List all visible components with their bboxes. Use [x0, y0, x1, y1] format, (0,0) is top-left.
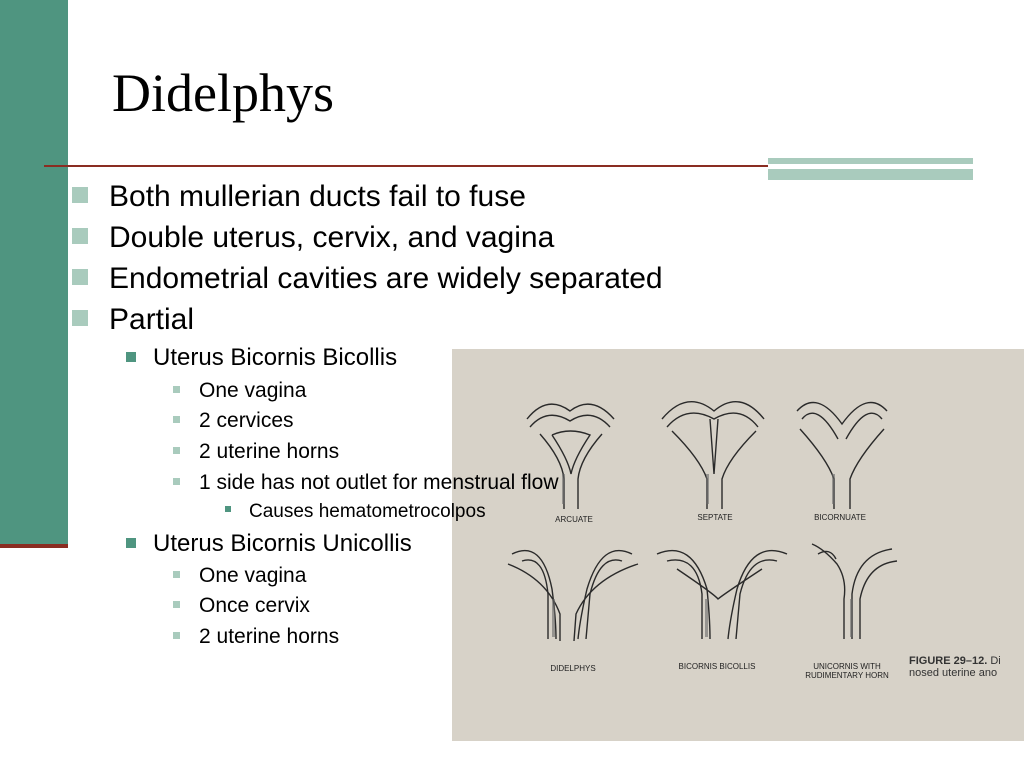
bullet-item: Double uterus, cervix, and vagina — [72, 221, 554, 255]
uterus-diagrams — [452, 349, 1024, 741]
figure-label: BICORNIS BICOLLIS — [678, 662, 756, 671]
square-bullet-icon — [72, 228, 88, 244]
sub-sub-bullet-item: Once cervix — [173, 594, 310, 618]
square-bullet-icon — [126, 352, 136, 362]
sub-sub-bullet-item: 2 cervices — [173, 409, 294, 433]
figure-label: ARCUATE — [555, 515, 593, 524]
square-bullet-icon — [72, 187, 88, 203]
uterine-anomalies-figure — [452, 349, 1024, 741]
didelphys-diagram — [508, 551, 638, 641]
left-accent-band — [0, 0, 68, 548]
septate-diagram — [662, 402, 764, 509]
square-bullet-icon — [173, 601, 180, 608]
figure-label: BICORNUATE — [814, 513, 866, 522]
figure-label: UNICORNIS WITH RUDIMENTARY HORN — [805, 662, 889, 680]
square-bullet-icon — [225, 506, 231, 512]
detail-bullet-item: Causes hematometrocolpos — [225, 501, 486, 523]
sub-sub-bullet-item: 2 uterine horns — [173, 625, 339, 649]
square-bullet-icon — [173, 571, 180, 578]
bullet-item: Both mullerian ducts fail to fuse — [72, 180, 526, 214]
left-accent-rule — [0, 544, 68, 548]
square-bullet-icon — [72, 269, 88, 285]
bicornis-bicollis-diagram — [657, 551, 787, 639]
slide-title: Didelphys — [112, 63, 334, 123]
sub-bullet-item: Uterus Bicornis Unicollis — [126, 530, 412, 558]
title-accent-box — [768, 158, 973, 180]
sub-sub-bullet-item: 2 uterine horns — [173, 440, 339, 464]
sub-sub-bullet-item: One vagina — [173, 564, 306, 588]
square-bullet-icon — [173, 447, 180, 454]
bullet-item: Partial — [72, 303, 194, 337]
figure-caption: FIGURE 29–12. Di nosed uterine ano — [909, 655, 1001, 680]
square-bullet-icon — [126, 538, 136, 548]
sub-sub-bullet-item: One vagina — [173, 379, 306, 403]
square-bullet-icon — [72, 310, 88, 326]
square-bullet-icon — [173, 632, 180, 639]
figure-label: DIDELPHYS — [550, 664, 596, 673]
bullet-item: Endometrial cavities are widely separated — [72, 262, 663, 296]
figure-label: SEPTATE — [697, 513, 733, 522]
square-bullet-icon — [173, 416, 180, 423]
unicornis-diagram — [812, 544, 897, 639]
square-bullet-icon — [173, 386, 180, 393]
sub-sub-bullet-item: 1 side has not outlet for menstrual flow — [173, 471, 559, 495]
bicornuate-diagram — [797, 403, 887, 509]
square-bullet-icon — [173, 478, 180, 485]
sub-bullet-item: Uterus Bicornis Bicollis — [126, 344, 397, 372]
